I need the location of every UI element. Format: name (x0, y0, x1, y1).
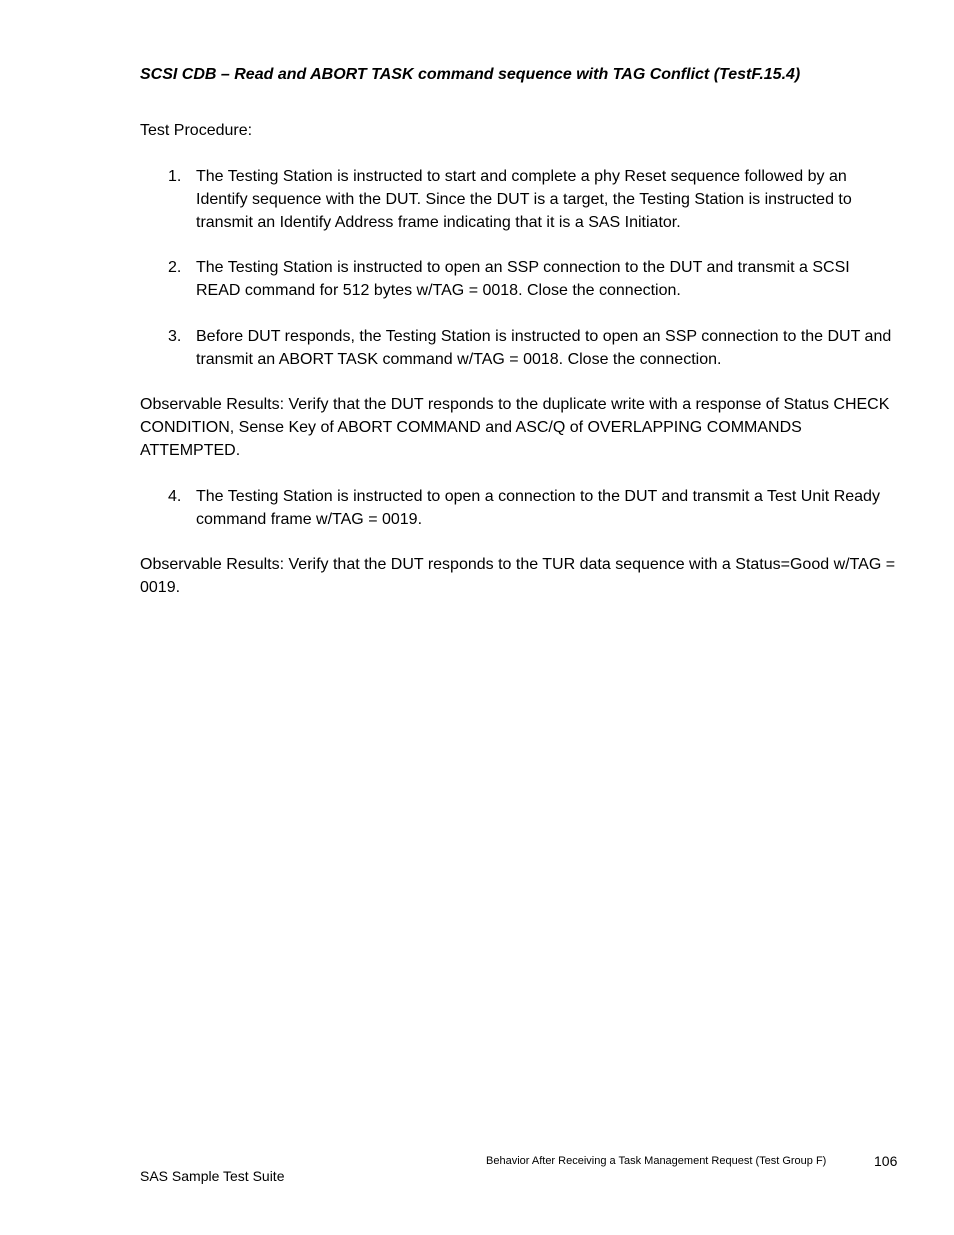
step-text: Before DUT responds, the Testing Station is instructed to open an SSP connection to the DUT and transmit an ABORT TASK command w/TAG = 0018. Close the connection. (196, 328, 892, 368)
step-text: The Testing Station is instructed to start and complete a phy Reset sequence followed by an Identify sequence with the DUT. Since the DUT is a target, the Testing Station is instructed to transmit an Identify Address frame indicating that it is a SAS Initiator. (196, 168, 852, 231)
observable-results-2: Observable Results: Verify that the DUT responds to the TUR data sequence with a Status=Good w/TAG = 0019. (140, 556, 896, 596)
step-number: 3. (168, 328, 182, 345)
step-number: 4. (168, 488, 182, 505)
footer-section-name: Behavior After Receiving a Task Management Request (Test Group F) (486, 1155, 827, 1167)
page-number: 106 (874, 1153, 898, 1169)
section-title: SCSI CDB – Read and ABORT TASK command sequence with TAG Conflict (TestF.15.4) (140, 66, 801, 83)
step-text: The Testing Station is instructed to open an SSP connection to the DUT and transmit a SCSI READ command for 512 bytes w/TAG = 0018. Close the connection. (196, 259, 850, 299)
procedure-label: Test Procedure: (140, 122, 253, 139)
step-number: 2. (168, 259, 182, 276)
observable-results-1: Observable Results: Verify that the DUT responds to the duplicate write with a response of Status CHECK CONDITION, Sense Key of ABORT COMMAND and ASC/Q of OVERLAPPING COMMANDS ATTEMPTED. (140, 396, 890, 459)
footer-suite-name: SAS Sample Test Suite (140, 1168, 285, 1184)
procedure-step-3 (168, 325, 898, 371)
procedure-step-4 (168, 485, 898, 531)
procedure-step-2 (168, 256, 898, 302)
step-number: 1. (168, 168, 182, 185)
step-text: The Testing Station is instructed to open a connection to the DUT and transmit a Test Unit Ready command frame w/TAG = 0019. (196, 488, 880, 528)
procedure-step-1 (168, 165, 898, 234)
